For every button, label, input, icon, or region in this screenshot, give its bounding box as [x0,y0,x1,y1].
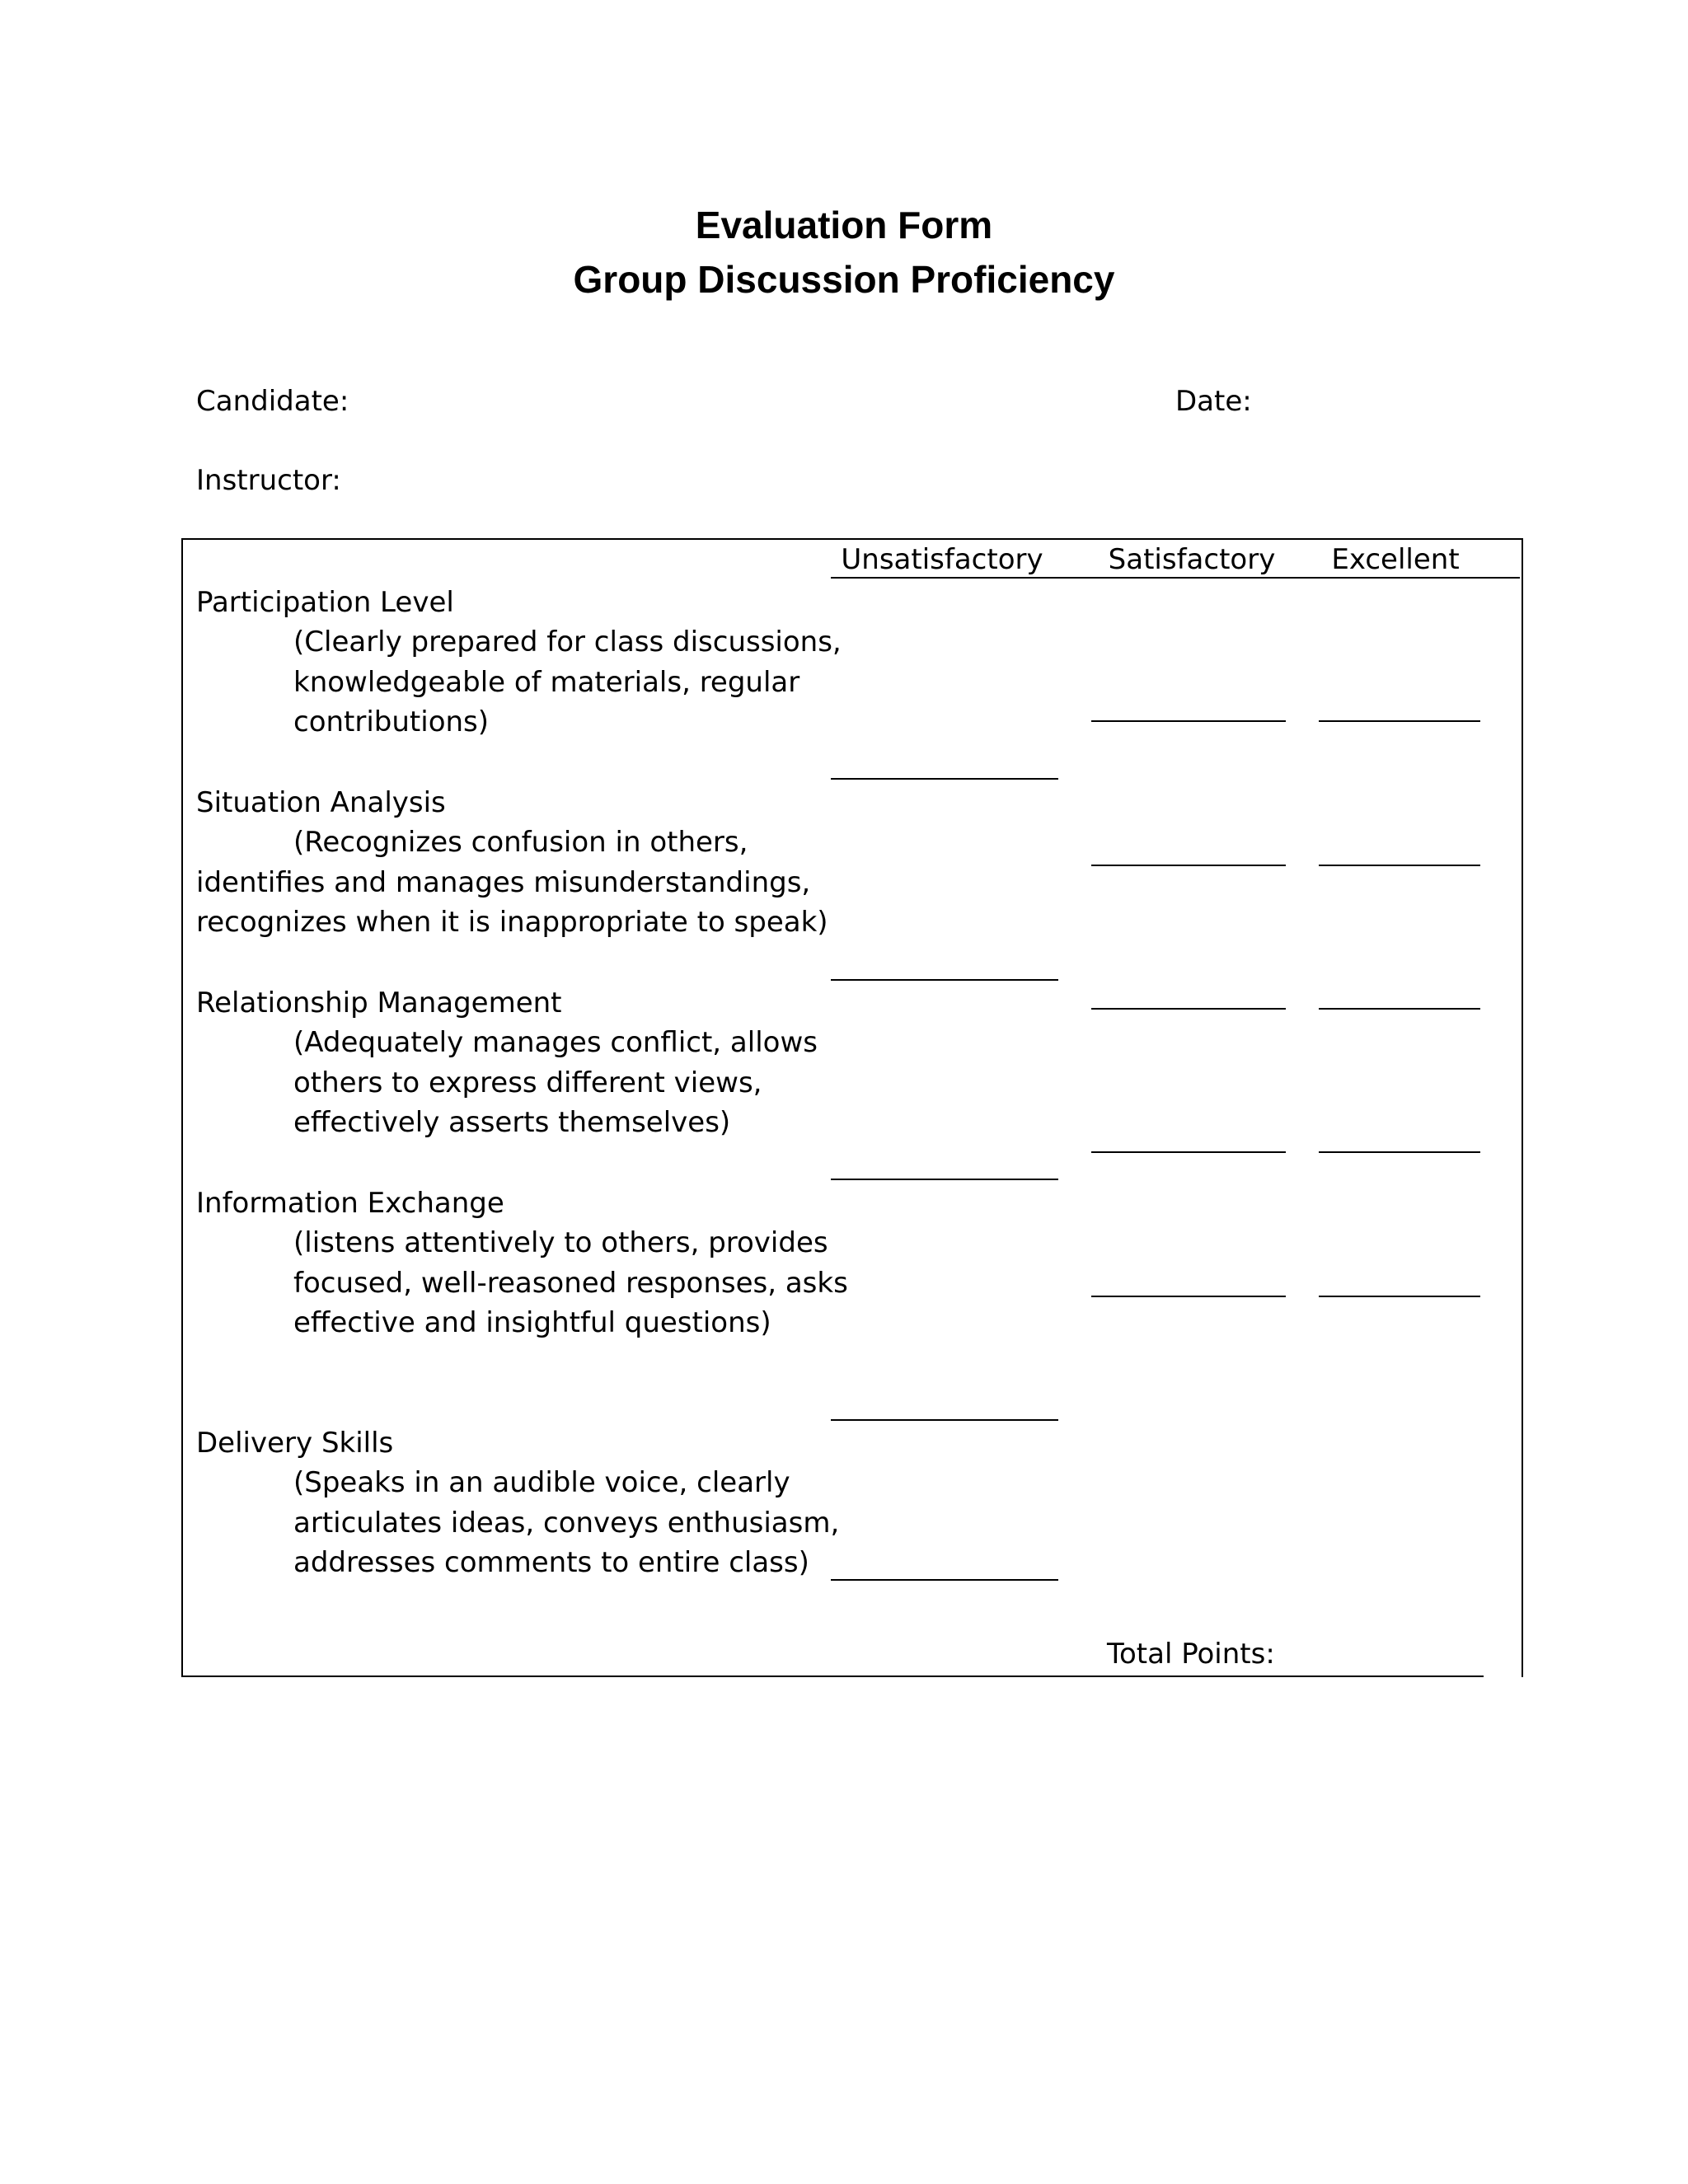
date-label: Date: [1175,385,1252,418]
form-subtitle: Group Discussion Proficiency [573,258,1115,301]
table-bottom-border [181,1675,1484,1677]
criterion-description-line: (Recognizes confusion in others, [293,826,748,859]
unsatisfactory-score-blank[interactable] [831,1579,1058,1581]
criterion-description-line: others to express different views, [293,1066,762,1099]
candidate-label: Candidate: [196,385,349,418]
criterion-title-situation-analysis: Situation Analysis [196,786,446,819]
criterion-description-line: addresses comments to entire class) [293,1546,809,1579]
instructor-label: Instructor: [196,464,341,497]
column-header-excellent: Excellent [1331,543,1460,576]
criterion-title-information-exchange: Information Exchange [196,1187,504,1220]
criterion-title-delivery-skills: Delivery Skills [196,1427,394,1460]
criterion-description-line: focused, well-reasoned responses, asks [293,1266,848,1300]
column-header-unsatisfactory: Unsatisfactory [841,543,1043,576]
unsatisfactory-score-blank[interactable] [831,1419,1058,1421]
criterion-description-line: effective and insightful questions) [293,1306,771,1339]
criterion-description-line: (listens attentively to others, provides [293,1226,828,1259]
criterion-description-line: recognizes when it is inappropriate to speak) [196,906,828,939]
criterion-title-relationship-management: Relationship Management [196,987,562,1019]
total-points-label: Total Points: [1107,1638,1275,1671]
excellent-score-blank[interactable] [1319,865,1480,866]
criterion-description-line: knowledgeable of materials, regular [293,665,800,699]
criterion-description-line: (Adequately manages conflict, allows [293,1026,818,1059]
column-header-underline [831,577,1485,579]
column-header-underline-end [1484,577,1520,579]
satisfactory-score-blank[interactable] [1091,1151,1286,1153]
satisfactory-score-blank[interactable] [1091,1296,1286,1297]
satisfactory-score-blank[interactable] [1091,720,1286,722]
criterion-description-line: contributions) [293,705,490,738]
satisfactory-score-blank[interactable] [1091,1008,1286,1010]
satisfactory-score-blank[interactable] [1091,865,1286,866]
criterion-description-line: identifies and manages misunderstandings, [196,865,811,899]
criterion-description-line: (Clearly prepared for class discussions, [293,626,842,658]
unsatisfactory-score-blank[interactable] [831,1179,1058,1180]
excellent-score-blank[interactable] [1319,1296,1480,1297]
form-title: Evaluation Form [695,204,993,246]
criterion-description-line: articulates ideas, conveys enthusiasm, [293,1506,840,1540]
excellent-score-blank[interactable] [1319,1008,1480,1010]
unsatisfactory-score-blank[interactable] [831,778,1058,780]
excellent-score-blank[interactable] [1319,1151,1480,1153]
excellent-score-blank[interactable] [1319,720,1480,722]
column-header-satisfactory: Satisfactory [1108,543,1276,576]
criterion-description-line: effectively asserts themselves) [293,1106,731,1139]
criterion-description-line: (Speaks in an audible voice, clearly [293,1466,790,1499]
criterion-title-participation: Participation Level [196,586,454,619]
unsatisfactory-score-blank[interactable] [831,979,1058,981]
